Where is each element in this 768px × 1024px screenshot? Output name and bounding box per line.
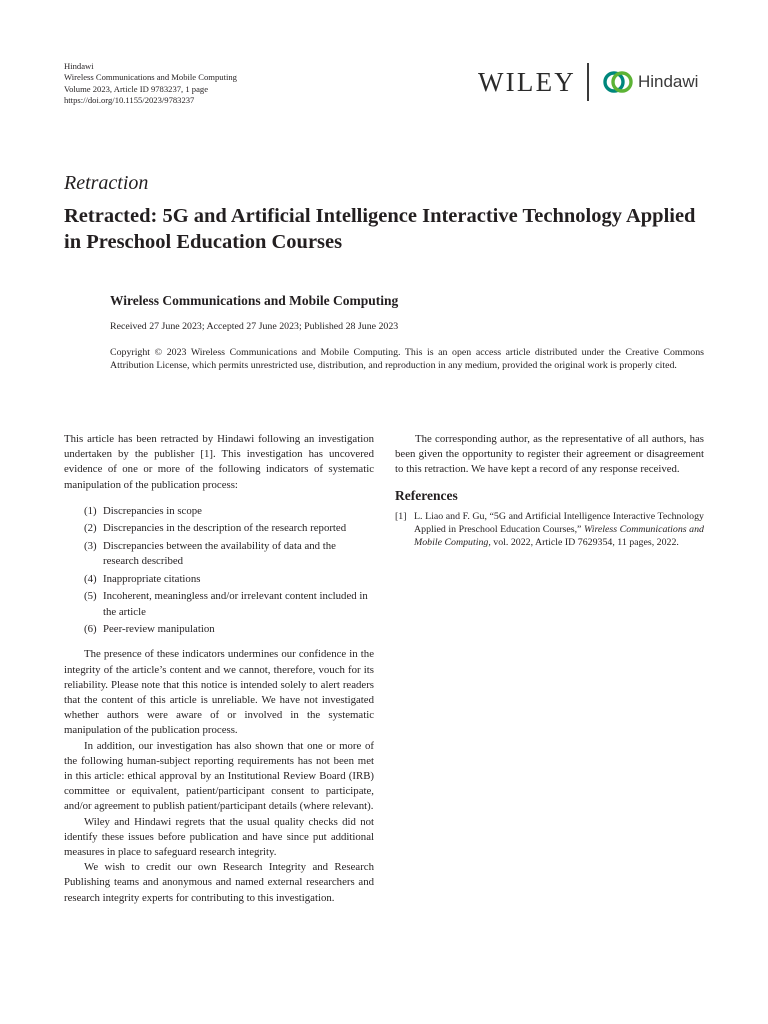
references-heading: References: [395, 487, 458, 503]
list-item: [84, 504, 374, 519]
list-item-text: Discrepancies between the availability of data and the research described: [103, 540, 336, 568]
list-item: [84, 539, 374, 569]
list-item-number: (3): [84, 540, 97, 552]
regret-paragraph: Wiley and Hindawi regrets that the usual quality checks did not identify these issues before publication and have since put additional measures in place to safeguard research integrity.: [64, 815, 374, 859]
doi-link[interactable]: https://doi.org/10.1155/2023/9783237: [64, 95, 195, 106]
list-item-number: (1): [84, 504, 97, 517]
reference-authors: L. Liao and F. Gu, “5G and Artificial Intelligence Interactive Technology Applied in Preschool Education Courses,”: [414, 510, 704, 536]
presence-paragraph: The presence of these indicators undermines our confidence in the integrity of the article’s content and we cannot, therefore, vouch for its reliability. Please note that this notice is intended solely to alert readers that the content of this article is unreliable. We have not investigated whether authors were aware of or involved in the systematic manipulation of the publication process.: [64, 648, 374, 737]
left-column: [64, 432, 374, 906]
list-item: [84, 589, 374, 619]
list-item-number: (4): [84, 572, 97, 585]
reference-text: [414, 510, 704, 550]
intro-paragraph: This article has been retracted by Hindawi following an investigation undertaken by the publisher [1]. This investigation has uncovered evidence of one or more of the following indicators of systematic manipulation of the publication process:: [64, 433, 374, 491]
list-item-text: Discrepancies in the description of the research reported: [103, 522, 347, 535]
copyright-notice: Copyright © 2023 Wireless Communications and Mobile Computing. This is an open access article distributed under the Creative Commons Attribution License, which permits unrestricted use, distribution, and reproduction in any medium, provided the original work is properly cited.: [110, 347, 704, 372]
wiley-logo: WILEY: [478, 66, 576, 97]
header-meta: [64, 61, 237, 107]
hindawi-rings-icon: [602, 70, 634, 94]
list-item-number: (5): [84, 590, 97, 603]
credit-paragraph: We wish to credit our own Research Integrity and Research Publishing teams and anonymous and named external researchers and research integrity experts for contributing to this investigation.: [64, 861, 374, 904]
list-item-text: Incoherent, meaningless and/or irrelevant content included in the article: [103, 590, 368, 618]
reference-journal: Wireless Communications and Mobile Computing: [414, 524, 704, 549]
logo-divider: [587, 63, 589, 101]
hindawi-wordmark: Hindawi: [637, 72, 699, 91]
right-column: [395, 432, 704, 550]
list-item-text: Inappropriate citations: [103, 572, 201, 585]
header-journal: Wireless Communications and Mobile Computing: [64, 72, 237, 83]
list-item: [84, 521, 374, 536]
reference-details: , vol. 2022, Article ID 7629354, 11 pages, 2022.: [488, 537, 679, 549]
article-title: Retracted: 5G and Artificial Intelligence Interactive Technology Applied in Preschool Education Courses: [64, 205, 696, 253]
addition-paragraph: In addition, our investigation has also shown that one or more of the following human-subject reporting requirements has not been met in this article: ethical approval by an Institutional Review Board (IRB) committee or equivalent, patient/participant consent to participate, and/or agreement to publish patient/participant details (where relevant).: [64, 739, 374, 813]
list-item-text: Peer-review manipulation: [103, 623, 215, 636]
volume-info: Volume 2023, Article ID 9783237, 1 page: [64, 83, 209, 94]
list-item: [84, 572, 374, 587]
list-item: [84, 622, 374, 637]
publisher-logos: [478, 62, 698, 102]
publisher-name: Hindawi: [64, 61, 94, 71]
reference-item: [395, 510, 704, 550]
article-type: Retraction: [64, 172, 149, 194]
indicator-list: [84, 504, 374, 638]
author-paragraph: The corresponding author, as the representative of all authors, has been given the opportunity to register their agreement or disagreement to this retraction. We have kept a record of any response received.: [395, 433, 704, 476]
hindawi-logo: [602, 70, 698, 94]
reference-number: [1]: [395, 510, 407, 522]
publication-dates: Received 27 June 2023; Accepted 27 June 2023; Published 28 June 2023: [110, 321, 399, 332]
journal-name: Wireless Communications and Mobile Computing: [110, 293, 399, 308]
list-item-text: Discrepancies in scope: [103, 504, 202, 517]
list-item-number: (6): [84, 623, 97, 636]
list-item-number: (2): [84, 522, 97, 535]
